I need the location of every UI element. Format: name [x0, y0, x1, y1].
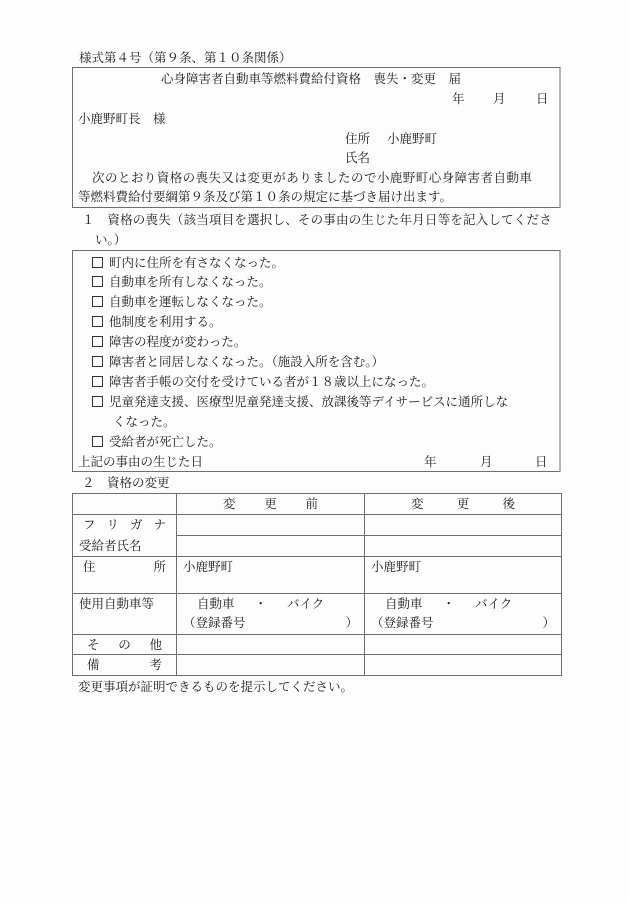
loss-date-day[interactable]: 日	[535, 454, 548, 469]
loss-reason-label: 障害者手帳の交付を受けている者が１８歳以上になった。	[109, 374, 435, 389]
loss-reason-label: 障害の程度が変わった。	[109, 334, 247, 349]
section2-heading: ２ 資格の変更	[82, 475, 170, 490]
address-before-field[interactable]: 小鹿野町	[177, 557, 365, 594]
registration-close: ）	[542, 615, 555, 630]
footer-note: 変更事項が証明できるものを提示してください。	[78, 679, 354, 694]
statement-line-2: 等燃料費給付要綱第９条及び第１０条の規定に基づき届け出ます。	[78, 189, 453, 204]
loss-reason-item[interactable]	[92, 392, 508, 411]
vehicle-option-bike[interactable]: バイク	[475, 596, 513, 611]
registration-label: （登録番号	[183, 615, 246, 630]
address-after-field[interactable]: 小鹿野町	[365, 557, 562, 594]
furigana-row	[73, 515, 562, 536]
loss-date-year[interactable]: 年	[424, 454, 437, 469]
checkbox-icon[interactable]	[92, 316, 103, 327]
loss-reason-item-cont: くなった。	[113, 414, 176, 429]
checkbox-icon[interactable]	[92, 436, 103, 447]
furigana-label: フ リ ガ ナ	[73, 515, 177, 536]
applicant-address-label: 住所	[345, 131, 371, 146]
remarks-before-field[interactable]	[177, 655, 365, 676]
name-row	[73, 536, 562, 557]
name-before-field[interactable]	[177, 536, 365, 557]
submission-date-day[interactable]: 日	[536, 91, 549, 106]
vehicle-row	[73, 594, 562, 635]
loss-reason-item[interactable]	[92, 432, 222, 451]
vehicle-before-field[interactable]	[177, 594, 365, 635]
loss-reason-item[interactable]	[92, 312, 222, 331]
section1-heading: １ 資格の喪失（該当項目を選択し、その事由の生じた年月日等を記入してくださ	[82, 212, 552, 227]
loss-date-label: 上記の事由の生じた日	[78, 454, 204, 469]
other-after-field[interactable]	[365, 635, 562, 655]
registration-label: （登録番号	[371, 615, 434, 630]
change-table-header-row	[73, 494, 562, 515]
loss-reason-label: 他制度を利用する。	[109, 314, 222, 329]
other-label: そ の 他	[73, 635, 177, 655]
address-label: 住 所	[73, 557, 177, 594]
vehicle-separator: ・	[442, 596, 456, 611]
loss-reason-item[interactable]	[92, 272, 272, 291]
checkbox-icon[interactable]	[92, 257, 103, 268]
name-after-field[interactable]	[365, 536, 562, 557]
loss-reason-label: 受給者が死亡した。	[109, 434, 222, 449]
applicant-name-field[interactable]	[375, 148, 555, 167]
vehicle-option-car[interactable]: 自動車	[197, 596, 235, 611]
vehicle-option-car[interactable]: 自動車	[385, 596, 423, 611]
column-header-after: 変 更 後	[365, 494, 562, 515]
loss-reason-label: 障害者と同居しなくなった。（施設入所を含む。）	[109, 354, 385, 369]
checkbox-icon[interactable]	[92, 376, 103, 387]
checkbox-icon[interactable]	[92, 336, 103, 347]
section1-heading-cont: い。）	[95, 232, 127, 247]
vehicle-option-bike[interactable]: バイク	[287, 596, 325, 611]
loss-reason-item[interactable]	[92, 372, 434, 391]
loss-reason-item[interactable]	[92, 332, 246, 351]
applicant-address-field[interactable]: 小鹿野町	[387, 131, 438, 146]
vehicle-label: 使用自動車等	[73, 594, 177, 635]
loss-reason-item[interactable]	[92, 253, 284, 272]
loss-reason-label: 町内に住所を有さなくなった。	[109, 255, 285, 270]
form-number: 様式第４号（第９条、第１０条関係）	[79, 50, 292, 65]
checkbox-icon[interactable]	[92, 276, 103, 287]
submission-date-year[interactable]: 年	[452, 91, 465, 106]
remarks-row	[73, 655, 562, 676]
loss-reason-item[interactable]	[92, 352, 384, 371]
change-table	[72, 493, 562, 676]
submission-date-month[interactable]: 月	[493, 91, 506, 106]
address-row	[73, 557, 562, 594]
other-row	[73, 635, 562, 655]
column-header-before: 変 更 前	[177, 494, 365, 515]
remarks-label: 備 考	[73, 655, 177, 676]
loss-reason-item[interactable]	[92, 292, 272, 311]
furigana-before-field[interactable]	[177, 515, 365, 536]
vehicle-after-field[interactable]	[365, 594, 562, 635]
statement-line-1: 次のとおり資格の喪失又は変更がありましたので小鹿野町心身障害者自動車	[92, 170, 533, 185]
loss-reason-label: 自動車を運転しなくなった。	[109, 294, 272, 309]
applicant-name-label: 氏名	[345, 150, 371, 165]
registration-close: ）	[345, 615, 358, 630]
form-title: 心身障害者自動車等燃料費給付資格 喪失・変更 届	[161, 71, 462, 86]
loss-date-month[interactable]: 月	[480, 454, 493, 469]
loss-reason-label: 自動車を所有しなくなった。	[109, 274, 272, 289]
loss-reason-label: 児童発達支援、医療型児童発達支援、放課後等デイサービスに通所しな	[109, 394, 509, 409]
checkbox-icon[interactable]	[92, 396, 103, 407]
checkbox-icon[interactable]	[92, 356, 103, 367]
remarks-after-field[interactable]	[365, 655, 562, 676]
other-before-field[interactable]	[177, 635, 365, 655]
furigana-after-field[interactable]	[365, 515, 562, 536]
checkbox-icon[interactable]	[92, 296, 103, 307]
header-empty-cell	[73, 494, 177, 515]
addressee: 小鹿野町長 様	[78, 111, 166, 126]
vehicle-separator: ・	[254, 596, 268, 611]
name-label: 受給者氏名	[73, 536, 177, 557]
